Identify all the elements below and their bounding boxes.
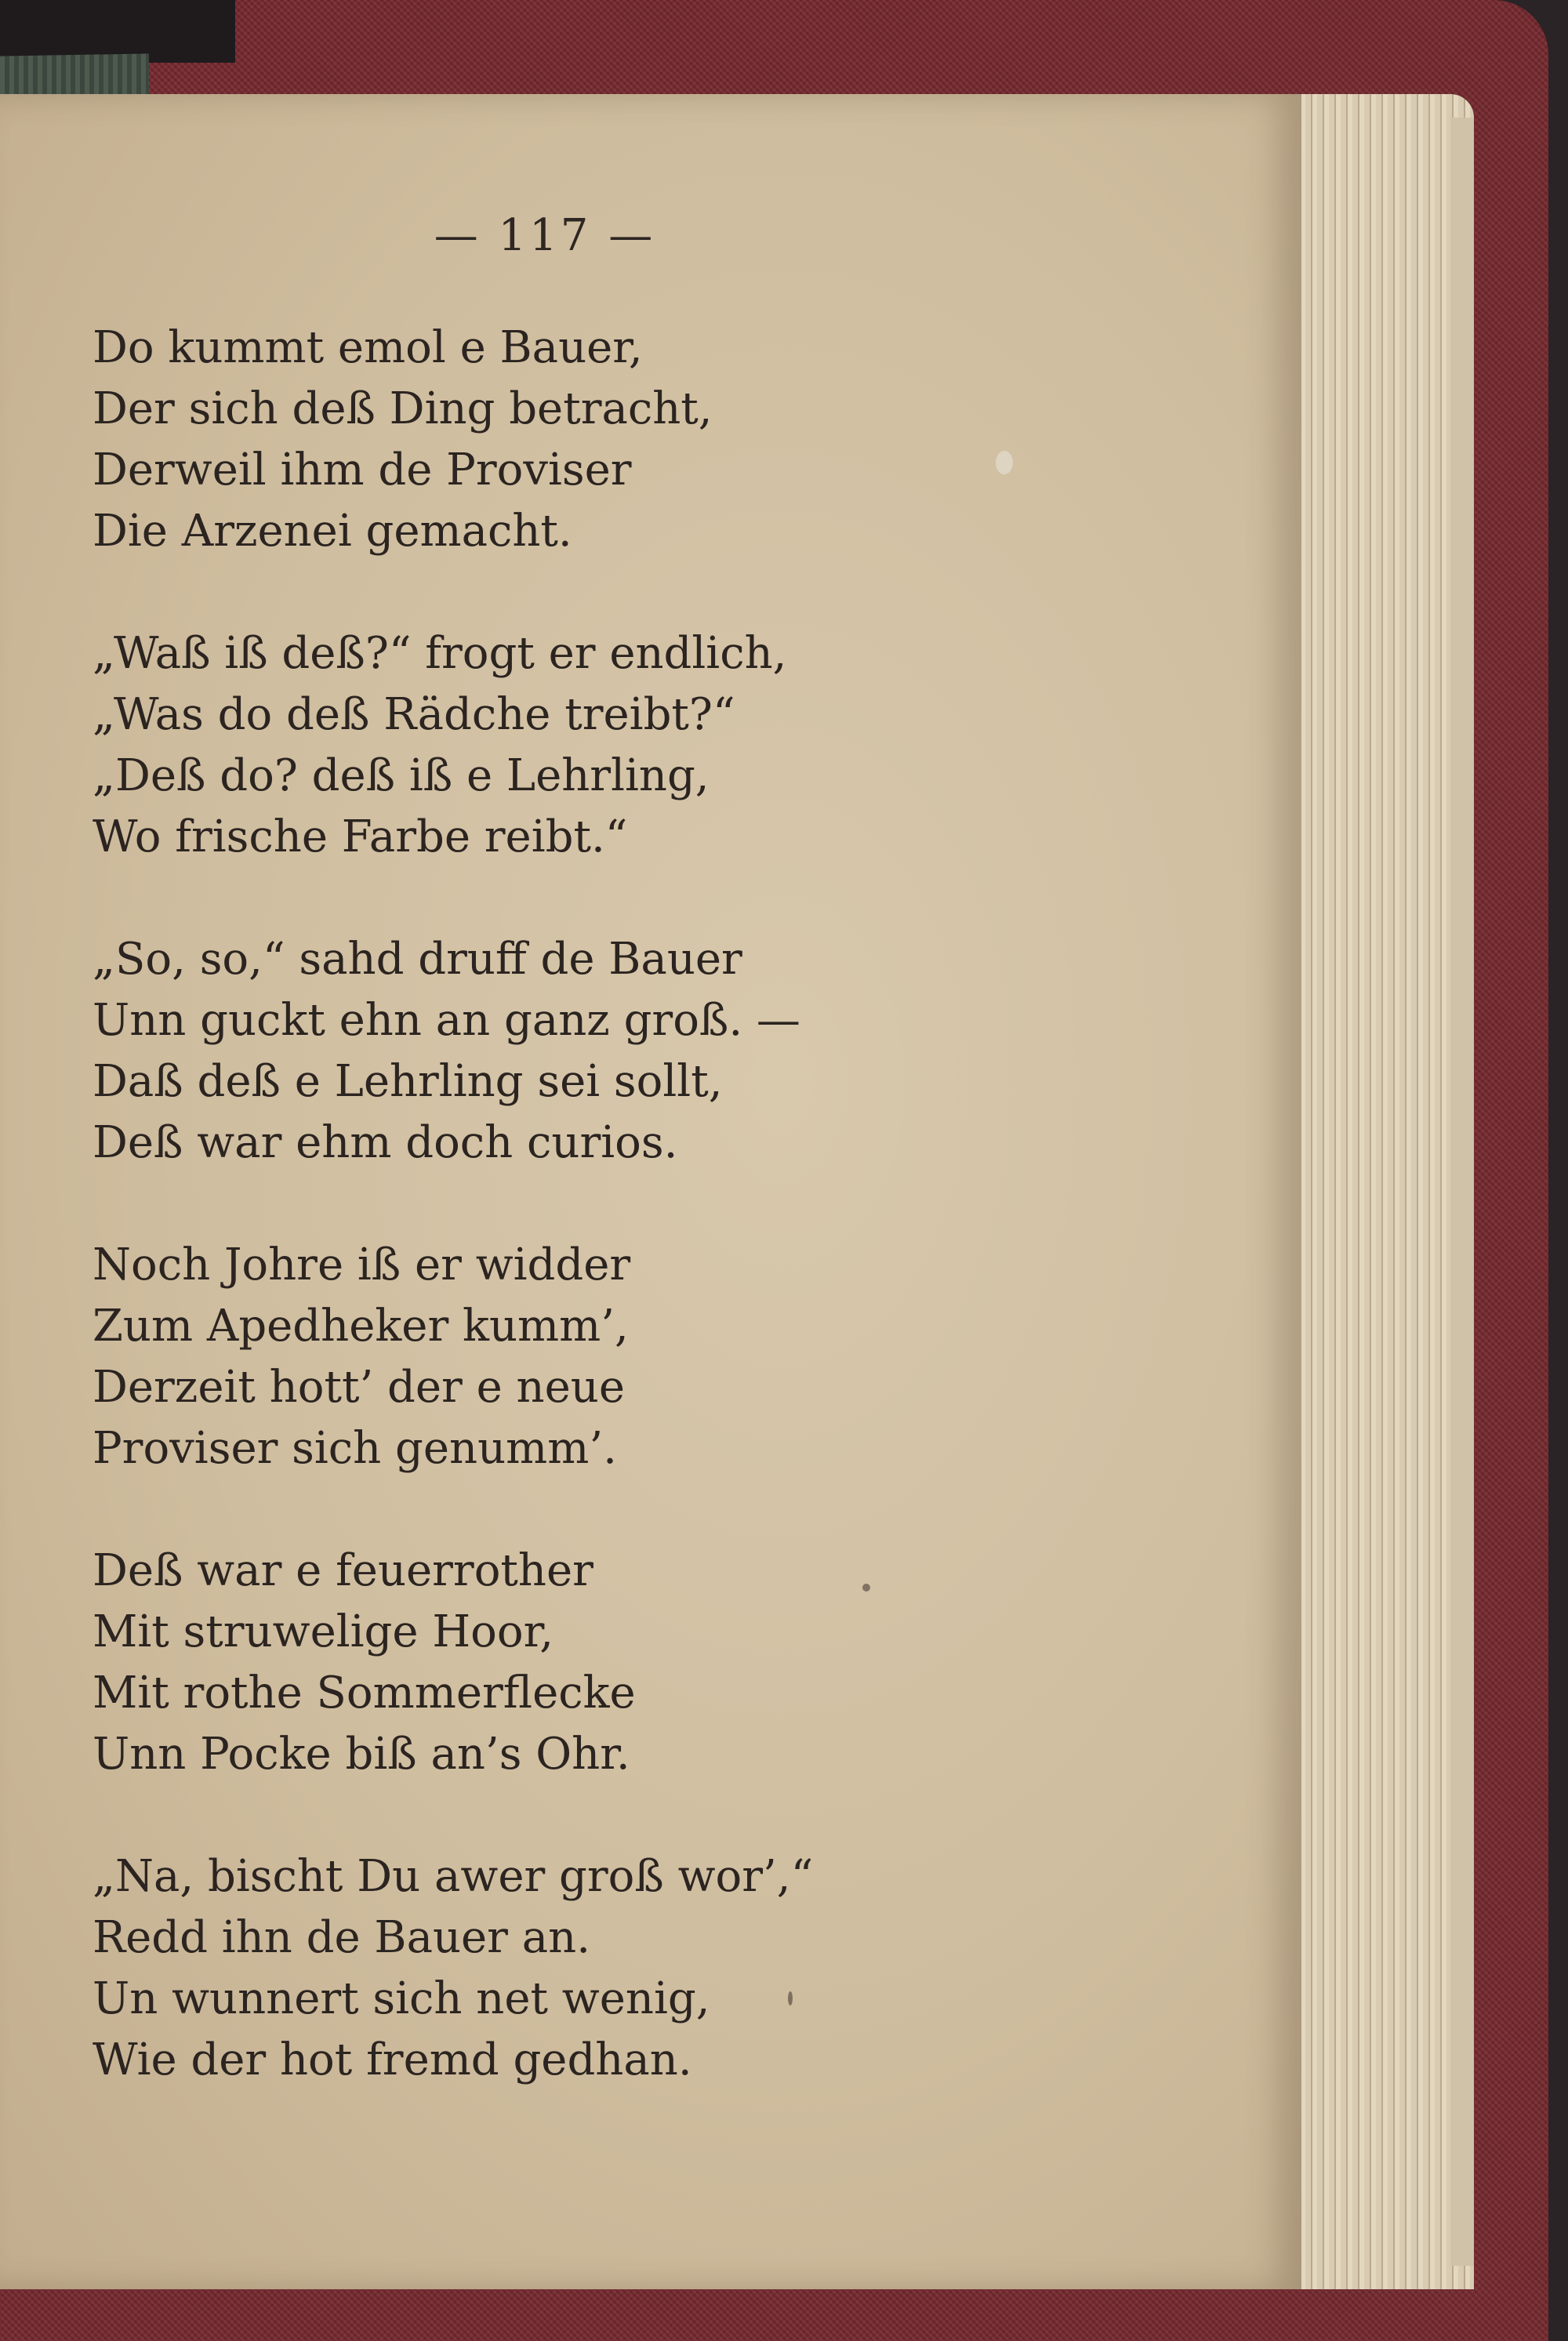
poem-line: Der sich deß Ding betracht, (93, 383, 713, 434)
paper-speck (996, 451, 1013, 474)
stanza (93, 1235, 1253, 1479)
poem-line: „Waß iß deß?“ frogt er endlich, (93, 628, 787, 679)
poem-line: Unn Pocke biß an’s Ohr. (93, 1729, 630, 1780)
page-edge-shadow (1450, 118, 1474, 2266)
page-edges (1294, 94, 1474, 2289)
poem-line: Noch Johre iß er widder (93, 1239, 631, 1290)
poem-line: Daß deß e Lehrling sei sollt, (93, 1056, 723, 1107)
stanza (93, 1541, 1253, 1785)
poem-line: Un wunnert sich net wenig, (93, 1973, 710, 2024)
stanza (93, 623, 1253, 868)
poem-line: Deß war e feuerrother (93, 1545, 593, 1596)
poem-line: Redd ihn de Bauer an. (93, 1912, 591, 1963)
poem-line: Wie der hot fremd gedhan. (93, 2034, 692, 2085)
poem-line: „So, so,“ sahd druff de Bauer (93, 934, 742, 985)
poem-line: Deß war ehm doch curios. (93, 1117, 678, 1168)
poem-line: Die Arzenei gemacht. (93, 506, 572, 557)
poem-line: Do kummt emol e Bauer, (93, 322, 643, 373)
poem-line: Derzeit hott’ der e neue (93, 1362, 625, 1413)
poem-line: „Was do deß Rädche treibt?“ (93, 689, 735, 740)
poem (93, 318, 1253, 2152)
poem-line: Mit struwelige Hoor, (93, 1606, 554, 1657)
bookmark-ribbon (0, 53, 149, 96)
poem-line: „Na, bischt Du awer groß wor’,“ (93, 1851, 814, 1902)
poem-line: Unn guckt ehn an ganz groß. — (93, 995, 800, 1046)
paper-speck (862, 1584, 870, 1592)
poem-line: Mit rothe Sommerflecke (93, 1668, 636, 1719)
poem-line: Derweil ihm de Proviser (93, 445, 632, 495)
poem-line: „Deß do? deß iß e Lehrling, (93, 750, 710, 801)
poem-line: Proviser sich genumm’. (93, 1423, 617, 1474)
poem-line: Zum Apedheker kumm’, (93, 1301, 629, 1352)
stanza (93, 929, 1253, 1174)
book-page (0, 94, 1301, 2289)
stanza (93, 1846, 1253, 2091)
page-number: — 117 — (434, 210, 656, 261)
background-shadow (0, 0, 235, 63)
paper-speck (788, 1991, 793, 2005)
stanza (93, 318, 1253, 562)
poem-line: Wo frische Farbe reibt.“ (93, 811, 628, 862)
